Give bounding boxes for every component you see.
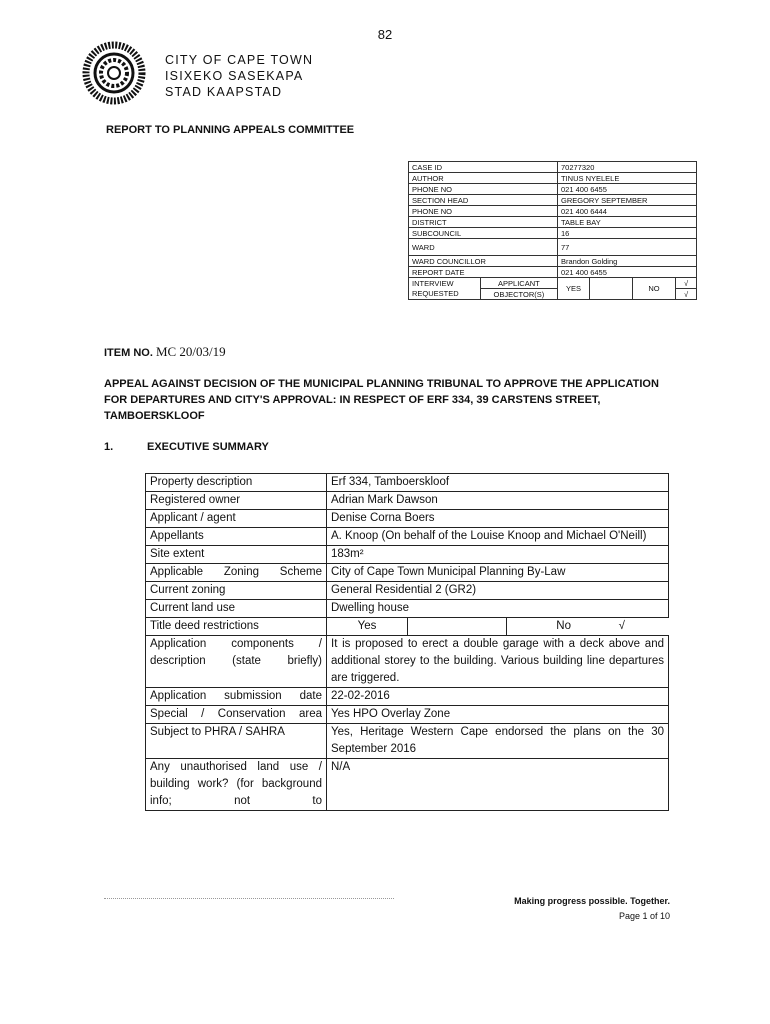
table-row xyxy=(146,724,669,759)
item-label: ITEM NO. xyxy=(104,347,153,359)
case-label: PHONE NO xyxy=(409,184,558,195)
footer-page-number: Page 1 of 10 xyxy=(618,911,670,921)
application-components-label: Application components / description (state briefly) xyxy=(146,636,327,688)
table-row xyxy=(146,600,669,618)
city-name-afrikaans: STAD KAAPSTAD xyxy=(165,85,283,99)
case-label: DISTRICT xyxy=(409,217,558,228)
city-logo xyxy=(74,40,154,106)
table-row xyxy=(146,618,669,636)
interview-label: INTERVIEW xyxy=(412,278,454,288)
section-title: EXECUTIVE SUMMARY xyxy=(147,441,269,453)
title-deed-yes: Yes xyxy=(327,618,408,635)
yes-box xyxy=(590,278,633,300)
table-row xyxy=(146,474,669,492)
item-number xyxy=(104,344,226,360)
case-label: WARD COUNCILLOR xyxy=(409,256,558,267)
title-deed-yes-box xyxy=(408,618,507,635)
property-description-label: Property description xyxy=(146,474,327,492)
table-row xyxy=(146,510,669,528)
phra-label: Subject to PHRA / SAHRA xyxy=(146,724,327,759)
requested-label: REQUESTED xyxy=(412,289,459,299)
zoning-scheme-label: Applicable Zoning Scheme xyxy=(146,564,327,582)
case-value: 16 xyxy=(558,228,697,239)
table-row xyxy=(146,636,669,688)
applicant-label: Applicant / agent xyxy=(146,510,327,528)
case-label: SUBCOUNCIL xyxy=(409,228,558,239)
table-row xyxy=(146,564,669,582)
current-zoning-label: Current zoning xyxy=(146,582,327,600)
applicant-value: Denise Corna Boers xyxy=(327,510,669,528)
objector-label: OBJECTOR(S) xyxy=(480,289,557,300)
title-deed-label: Title deed restrictions xyxy=(146,618,327,636)
title-deed-options xyxy=(327,618,669,636)
case-value: 70277320 xyxy=(558,162,697,173)
case-value: 77 xyxy=(558,239,697,256)
no-label: NO xyxy=(633,278,676,300)
unauthorised-label: Any unauthorised land use / building work? (for background info; not to xyxy=(146,759,327,811)
current-zoning-value: General Residential 2 (GR2) xyxy=(327,582,669,600)
submission-date-value: 22-02-2016 xyxy=(327,688,669,706)
appellants-value: A. Knoop (On behalf of the Louise Knoop and Michael O'Neill) xyxy=(327,528,669,546)
applicant-label: APPLICANT xyxy=(480,278,557,289)
section-number: 1. xyxy=(104,441,114,453)
current-land-use-label: Current land use xyxy=(146,600,327,618)
table-row xyxy=(146,492,669,510)
table-row xyxy=(146,528,669,546)
conservation-area-label: Special / Conservation area xyxy=(146,706,327,724)
unauthorised-value: N/A xyxy=(327,759,669,811)
phra-value: Yes, Heritage Western Cape endorsed the plans on the 30 September 2016 xyxy=(327,724,669,759)
title-deed-no: No xyxy=(556,620,571,632)
table-row xyxy=(146,706,669,724)
report-title: REPORT TO PLANNING APPEALS COMMITTEE xyxy=(106,124,355,136)
site-extent-value: 183m² xyxy=(327,546,669,564)
registered-owner-label: Registered owner xyxy=(146,492,327,510)
submission-date-label: Application submission date xyxy=(146,688,327,706)
appellants-label: Appellants xyxy=(146,528,327,546)
yes-label: YES xyxy=(558,278,590,300)
table-row xyxy=(146,759,669,811)
case-value: 021 400 6444 xyxy=(558,206,697,217)
site-extent-label: Site extent xyxy=(146,546,327,564)
footer-divider xyxy=(104,898,394,899)
footer-tagline: Making progress possible. Together. xyxy=(514,896,670,906)
interview-requested-cell xyxy=(409,278,558,300)
appeal-heading: APPEAL AGAINST DECISION OF THE MUNICIPAL PLANNING TRIBUNAL TO APPROVE THE APPLICATION FOR DEPARTURES AND CITY'S APPROVAL: IN RESPECT OF ERF 334, 39 CARSTENS STREET, TAMBOERSKLOOF xyxy=(104,378,659,422)
page-number: 82 xyxy=(377,27,393,42)
table-row xyxy=(146,546,669,564)
title-deed-tick: √ xyxy=(618,620,625,632)
registered-owner-value: Adrian Mark Dawson xyxy=(327,492,669,510)
case-label: WARD xyxy=(409,239,558,256)
city-names xyxy=(165,52,313,100)
executive-summary-table xyxy=(145,473,669,811)
zoning-scheme-value: City of Cape Town Municipal Planning By-Law xyxy=(327,564,669,582)
applicant-tick: √ xyxy=(676,278,697,289)
table-row xyxy=(146,582,669,600)
city-name-xhosa: ISIXEKO SASEKAPA xyxy=(165,69,304,83)
property-description-value: Erf 334, Tamboerskloof xyxy=(327,474,669,492)
case-label: SECTION HEAD xyxy=(409,195,558,206)
case-value: TABLE BAY xyxy=(558,217,697,228)
city-name-english: CITY OF CAPE TOWN xyxy=(165,53,314,67)
item-value: MC 20/03/19 xyxy=(155,344,226,359)
case-label: CASE ID xyxy=(409,162,558,173)
case-value: 021 400 6455 xyxy=(558,184,697,195)
case-label: REPORT DATE xyxy=(409,267,558,278)
conservation-area-value: Yes HPO Overlay Zone xyxy=(327,706,669,724)
case-value: GREGORY SEPTEMBER xyxy=(558,195,697,206)
case-label: PHONE NO xyxy=(409,206,558,217)
case-value: Brandon Golding xyxy=(558,256,697,267)
objector-tick: √ xyxy=(676,289,697,300)
case-label: AUTHOR xyxy=(409,173,558,184)
case-details-table xyxy=(408,161,697,300)
case-value: 021 400 6455 xyxy=(558,267,697,278)
case-value: TINUS NYELELE xyxy=(558,173,697,184)
current-land-use-value: Dwelling house xyxy=(327,600,669,618)
application-components-value: It is proposed to erect a double garage with a deck above and additional storey to the building. Various building line departures are triggered. xyxy=(327,636,669,688)
table-row xyxy=(146,688,669,706)
